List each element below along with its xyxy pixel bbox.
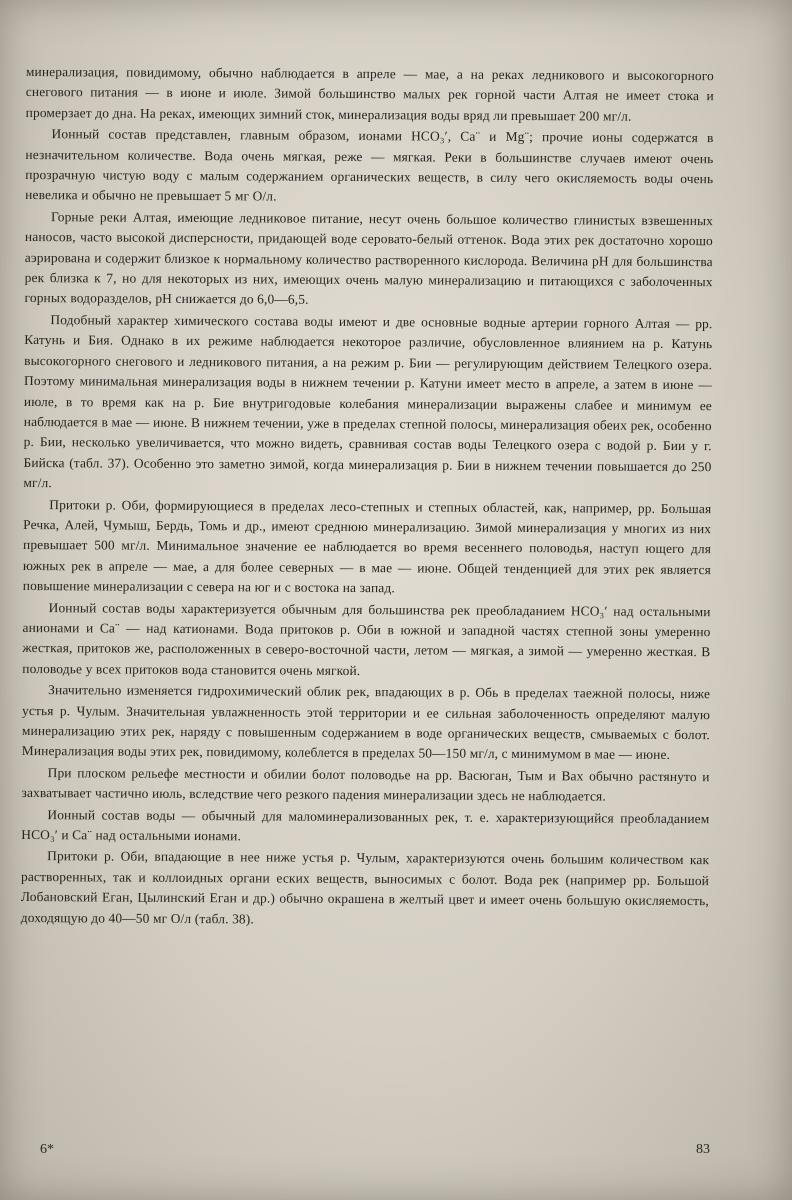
paragraph: минерализация, повидимому, обычно наблюдается в апреле — мае, а на реках ледникового и высокогорного снегового питания — в июне и июле. Зимой большинство малых рек горной части Алтая не имеет стока и промерзает до дна. На реках, имеющих зимний сток, минерализация воды вряд ли превышает 200 мг/л. [25, 63, 714, 124]
paragraph: Подобный характер химического состава воды имеют и две основные водные артерии горного Алтая — рр. Катунь и Бия. Однако в их режиме наблюдается некоторое различие, обусловленное влиянием на р. Катунь высокогорного снегового и ледникового питания, а на режим р. Бии — регулирующим действием Телецкого озера. Поэтому минимальная минерализация воды в нижнем течении р. Катуни имеет место в апреле, а затем в июне — июле, в то время как на р. Бие внутригодовые колебания минерализации выражены слабее и минимум ее наблюдается в мае — июне. В нижнем течении, уже в пределах степной полосы, минерализация обеих рек, особенно р. Бии, несколько увеличивается, что можно видеть, сравнивая состав воды Телецкого озера с водой р. Бии у г. Бийска (табл. 37). Особенно это заметно зимой, когда минерализация р. Бии в нижнем течении повышается до 250 мг/л. [23, 312, 713, 491]
paragraph: Горные реки Алтая, имеющие ледниковое питание, несут очень большое количество глинистых взвешенных наносов, часто высокой дисперсности, придающей воде серовато-белый оттенок. Вода этих рек достаточно хорошо аэрирована и содержит близкое к нормальному количество растворенного кислорода. Величина pH для большинства рек близка к 7, но для некоторых из них, имеющих очень малую минерализацию и питающихся с заболоченных горных водоразделов, pH снижается до 6,0—6,5. [24, 208, 714, 308]
page-number: 83 [696, 1142, 710, 1157]
paragraph: Притоки р. Оби, формирующиеся в пределах лесо-степных и степных областей, как, например, рр. Большая Речка, Алей, Чумыш, Бердь, Томь и др., имеют среднюю минерализацию. Зимой минерализация у многих из них превышает 500 мг/л. Минимальное значение ее наблюдается во время весеннего половодья, наступ ющего для южных рек в апреле — мае, а для более северных — в мае — июне. Общей тенденцией для этих рек является повышение минерализации с севера на юг и с востока на запад. [22, 496, 712, 596]
paragraph: Значительно изменяется гидрохимический облик рек, впадающих в р. Обь в пределах таежной полосы, ниже устья р. Чулым. Значительная увлажненность этой территории и ее сильная заболоченность определяют малую минерализацию этих рек, наряду с повышенным содержанием в воде органических веществ, смываемых с болот. Минерализация воды этих рек, повидимому, колеблется в пределах 50—150 мг/л, с минимумом в мае — июне. [21, 682, 711, 763]
paragraph: Ионный состав воды — обычный для маломинерализованных рек, т. е. характеризующийся преобладанием HCO₃′ и Ca¨ над остальными ионами. [21, 806, 710, 844]
paragraph: Ионный состав представлен, главным образом, ионами HCO₃′, Ca¨ и Mg¨; прочие ионы содержатся в незначительном количестве. Вода очень мягкая, реже — мягкая. Реки в большинстве случаев имеют очень прозрачную чистую воду с малым содержанием органических веществ, в силу чего окисляемость воды очень невелика и обычно не превышает 5 мг O/л. [25, 126, 714, 204]
signature-mark: 6* [40, 1142, 54, 1157]
paragraph: При плоском рельефе местности и обилии болот половодье на рр. Васюган, Тым и Вах обычно растянуто и захватывает частично июль, вследствие чего резкого падения минерализации здесь не наблюдается. [21, 764, 710, 804]
body-text [21, 62, 714, 933]
paragraph: Ионный состав воды характеризуется обычным для большинства рек преобладанием HCO₃′ над остальными анионами и Ca¨ — над катионами. Вода притоков р. Оби в южной и западной частях степной зоны умеренно жесткая, притоков же, расположенных в северо-восточной части, летом — мягкая, а зимой — умеренно жесткая. В половодье у всех притоков вода становится очень мягкой. [22, 599, 711, 678]
paragraph: Притоки р. Оби, впадающие в нее ниже устья р. Чулым, характеризуются очень большим количеством как растворенных, так и коллоидных органи еских веществ, выносимых с болот. Вода рек (например рр. Большой Лобановский Еган, Цылинский Еган и др.) обычно окрашена в желтый цвет и имеет очень большую окисляемость, доходящую до 40—50 мг O/л (табл. 38). [20, 848, 710, 927]
